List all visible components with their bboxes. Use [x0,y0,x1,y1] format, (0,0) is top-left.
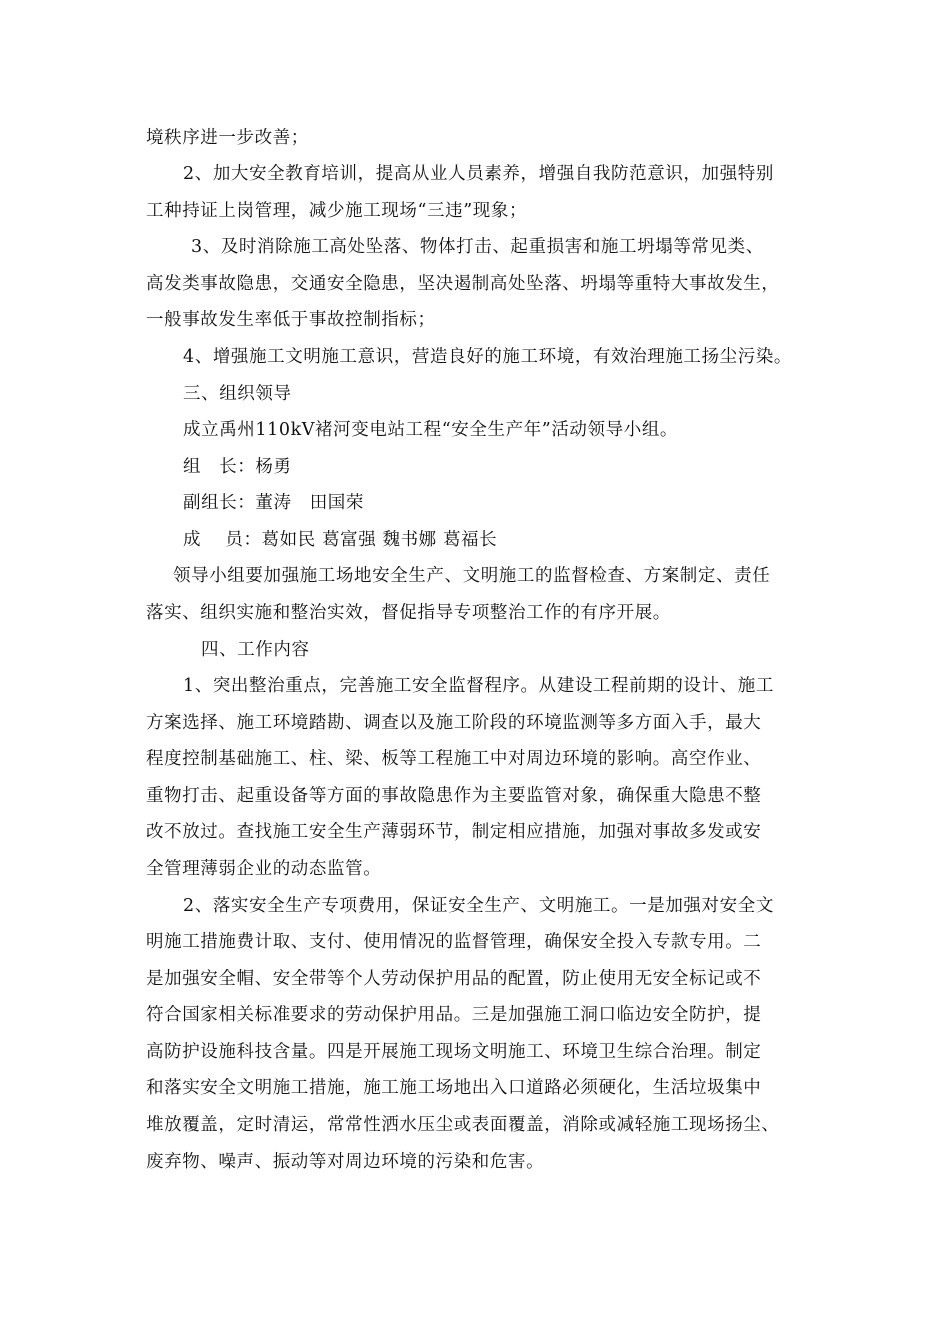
text-line: 3、及时消除施工高处坠落、物体打击、起重损害和施工坍塌等常见类、 [191,237,764,257]
text-line: 程度控制基础施工、柱、梁、板等工程施工中对周边环境的影响。高空作业、 [146,749,762,769]
text-line: 副组长：董涛 田国荣 [183,493,364,513]
text-line: 1、突出整治重点，完善施工安全监督程序。从建设工程前期的设计、施工 [183,676,774,696]
section-heading: 三、组织领导 [183,384,292,404]
text-line: 堆放覆盖，定时清运，常常性洒水压尘或表面覆盖，消除或减轻施工现场扬尘、 [146,1115,780,1135]
text-line: 重物打击、起重设备等方面的事故隐患作为主要监管对象，确保重大隐患不整 [146,786,762,806]
text-line: 和落实安全文明施工措施，施工施工场地出入口道路必须硬化，生活垃圾集中 [146,1078,762,1098]
text-line: 工种持证上岗管理，减少施工现场“三违”现象； [146,201,528,221]
text-line: 领导小组要加强施工场地安全生产、文明施工的监督检查、方案制定、责任 [173,566,771,586]
text-line: 2、加大安全教育培训，提高从业人员素养，增强自我防范意识，加强特别 [183,164,774,184]
text-line: 一般事故发生率低于事故控制指标； [146,310,436,330]
text-line: 方案选择、施工环境踏勘、调查以及施工阶段的环境监测等多方面入手，最大 [146,713,762,733]
text-line: 2、落实安全生产专项费用，保证安全生产、文明施工。一是加强对安全文 [183,896,774,916]
text-line: 明施工措施费计取、支付、使用情况的监督管理，确保安全投入专款专用。二 [146,932,762,952]
text-line: 落实、组织实施和整治实效，督促指导专项整治工作的有序开展。 [146,603,671,623]
text-line: 成立禹州110kV褚河变电站工程“安全生产年”活动领导小组。 [183,420,679,440]
text-line: 4、增强施工文明施工意识，营造良好的施工环境，有效治理施工扬尘污染。 [183,347,793,367]
text-line: 成 员：葛如民 葛富强 魏书娜 葛福长 [183,530,498,550]
text-line: 改不放过。查找施工安全生产薄弱环节，制定相应措施，加强对事故多发或安 [146,822,762,842]
text-line: 符合国家相关标准要求的劳动保护用品。三是加强施工洞口临边安全防护，提 [146,1005,762,1025]
text-line: 组 长：杨勇 [183,457,292,477]
text-line: 境秩序进一步改善； [146,128,309,148]
text-line: 废弃物、噪声、振动等对周边环境的污染和危害。 [146,1152,545,1172]
text-line: 高发类事故隐患，交通安全隐患，坚决遏制高处坠落、坍塌等重特大事故发生， [146,274,780,294]
text-line: 全管理薄弱企业的动态监管。 [146,859,382,879]
text-line: 高防护设施科技含量。四是开展施工现场文明施工、环境卫生综合治理。制定 [146,1042,762,1062]
text-line: 是加强安全帽、安全带等个人劳动保护用品的配置，防止使用无安全标记或不 [146,969,762,989]
section-heading: 四、工作内容 [201,640,310,660]
